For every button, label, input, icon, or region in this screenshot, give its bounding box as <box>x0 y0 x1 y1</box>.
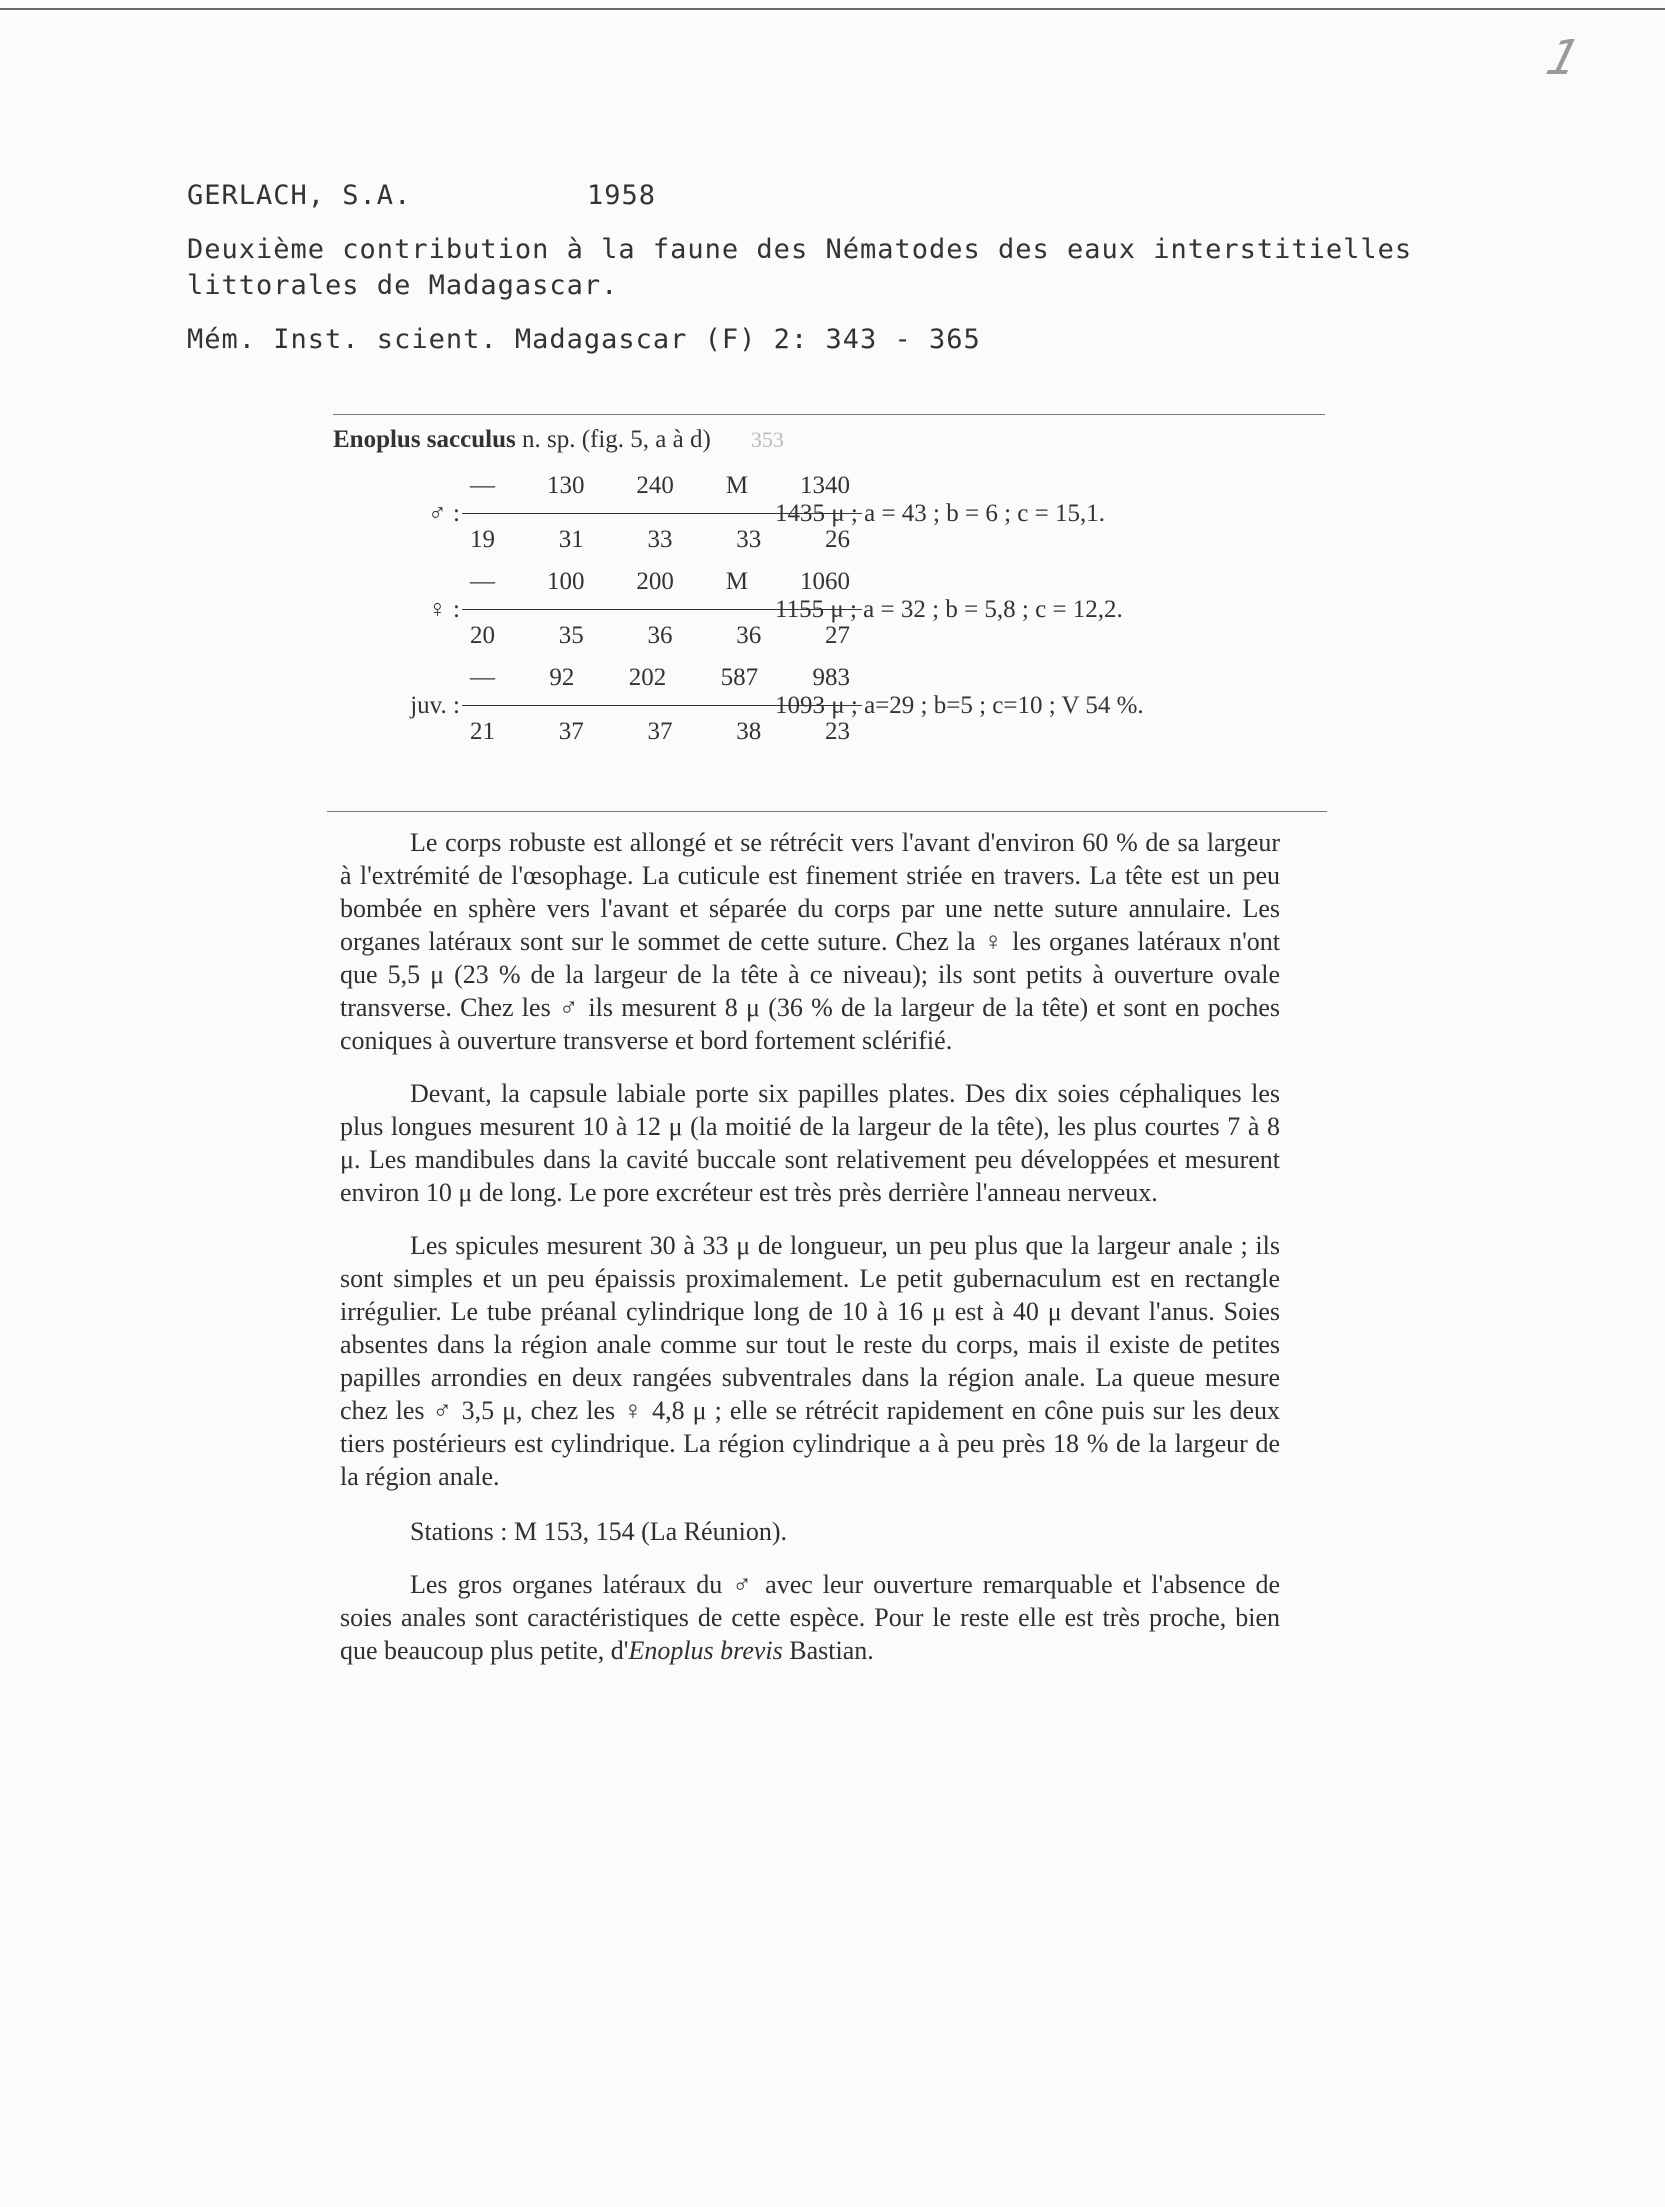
value: — <box>470 664 495 691</box>
value: 1060 <box>799 568 850 595</box>
value: 31 <box>558 526 584 553</box>
species-suffix: n. sp. (fig. 5, a à d) <box>515 426 711 453</box>
value: 23 <box>825 718 850 745</box>
row-result: 1155 μ ; a = 32 ; b = 5,8 ; c = 12,2. <box>775 596 1123 623</box>
page-number-mark: 1 <box>1540 30 1587 86</box>
row-result: 1435 μ ; a = 43 ; b = 6 ; c = 15,1. <box>775 500 1105 527</box>
value: 130 <box>546 472 585 499</box>
stations-line: Stations : M 153, 154 (La Réunion). <box>410 1517 787 1546</box>
upper-values <box>470 568 850 596</box>
upper-values <box>470 472 850 500</box>
lower-values <box>470 526 850 554</box>
measurement-table <box>380 472 1340 760</box>
measurement-row-female <box>380 568 1340 664</box>
value: — <box>470 568 495 595</box>
value: 200 <box>636 568 674 595</box>
value: 19 <box>470 526 495 553</box>
row-label: ♂ : <box>428 500 460 527</box>
species-heading <box>333 426 784 454</box>
value: 33 <box>736 526 762 553</box>
paragraph-conclusion <box>340 1568 1280 1667</box>
value: 92 <box>549 664 575 691</box>
value: 26 <box>825 526 850 553</box>
value: 20 <box>470 622 495 649</box>
bottom-divider <box>327 811 1327 812</box>
value: 35 <box>558 622 584 649</box>
year: 1958 <box>587 180 657 211</box>
value: 240 <box>636 472 674 499</box>
author: GERLACH, S.A. <box>187 180 412 211</box>
lower-values <box>470 622 850 650</box>
paragraph-head: Devant, la capsule labiale porte six papilles plates. Des dix soies céphaliques les plus longues mesurent 10 à 12 μ (la moitié de la largeur de la tête), les plus courtes 7 à 8 μ. Les mandibules dans la cavité buccale sont relativement peu développées et mesurent environ 10 μ de long. Le pore excréteur est très près derrière l'anneau nerveux. <box>340 1079 1280 1207</box>
value: 100 <box>546 568 585 595</box>
value: 27 <box>825 622 850 649</box>
value: 36 <box>647 622 673 649</box>
measurement-row-juvenile <box>380 664 1340 760</box>
value: 202 <box>628 664 667 691</box>
top-border-line <box>0 8 1665 10</box>
paragraph-morphology: Le corps robuste est allongé et se rétrécit vers l'avant d'environ 60 % de sa largeur à l'extrémité de l'œsophage. La cuticule est finement striée en travers. La tête est un peu bombée en sphère vers l'avant et séparée du corps par une nette suture annulaire. Les organes latéraux sont sur le sommet de cette suture. Chez la ♀ les organes latéraux n'ont que 5,5 μ (23 % de la largeur de la tête à ce niveau); ils sont petits à ouverture ovale transverse. Chez les ♂ ils mesurent 8 μ (36 % de la largeur de la tête) et sont en poches coniques à ouverture transverse et bord fortement sclérifié. <box>340 828 1280 1055</box>
value: 33 <box>647 526 673 553</box>
row-label: juv. : <box>410 692 460 719</box>
value: 36 <box>736 622 762 649</box>
value: M <box>725 472 749 499</box>
conclusion-text: Les gros organes latéraux du ♂ avec leur ouverture remarquable et l'absence de soies anales sont caractéristiques de cette espèce. Pour le reste elle est très proche, bien que beaucoup plus petite, d' <box>340 1570 1280 1665</box>
paragraph-spicules: Les spicules mesurent 30 à 33 μ de longueur, un peu plus que la largeur anale ; ils sont simples et un peu épaissis proximalement. Le petit gubernaculum est en rectangle irrégulier. Le tube préanal cylindrique long de 10 à 16 μ est à 40 μ devant l'anus. Soies absentes dans la région anale comme sur tout le reste du corps, mais il existe de petites papilles arrondies en deux rangées subventrales dans la région anale. La queue mesure chez les ♂ 3,5 μ, chez les ♀ 4,8 μ ; elle se rétrécit rapidement en cône puis sur les deux tiers postérieurs est cylindrique. La région cylindrique a à peu près 18 % de la largeur de la région anale. <box>340 1231 1280 1491</box>
page-note: 353 <box>750 427 784 452</box>
species-reference: Enoplus brevis <box>628 1636 783 1665</box>
value: 587 <box>720 664 759 691</box>
value: 37 <box>558 718 584 745</box>
value: 38 <box>736 718 762 745</box>
value: — <box>470 472 495 499</box>
value: 21 <box>470 718 495 745</box>
author-year-line <box>187 178 1527 214</box>
journal-citation: Mém. Inst. scient. Madagascar (F) 2: 343 - 365 <box>187 324 981 355</box>
paper-title: Deuxième contribution à la faune des Nématodes des eaux interstitielles littorales de Madagascar. <box>187 234 1413 301</box>
lower-values <box>470 718 850 746</box>
upper-values <box>470 664 850 692</box>
row-label: ♀ : <box>428 596 460 623</box>
value: M <box>725 568 749 595</box>
value: 983 <box>812 664 850 691</box>
top-divider <box>333 414 1325 415</box>
description-body <box>340 826 1280 1687</box>
value: 1340 <box>799 472 850 499</box>
reference-header <box>187 178 1527 358</box>
species-name: Enoplus sacculus <box>333 426 516 453</box>
value: 37 <box>647 718 673 745</box>
conclusion-end: Bastian. <box>782 1636 874 1665</box>
measurement-row-male <box>380 472 1340 568</box>
row-result: 1093 μ ; a=29 ; b=5 ; c=10 ; V 54 %. <box>775 692 1144 719</box>
